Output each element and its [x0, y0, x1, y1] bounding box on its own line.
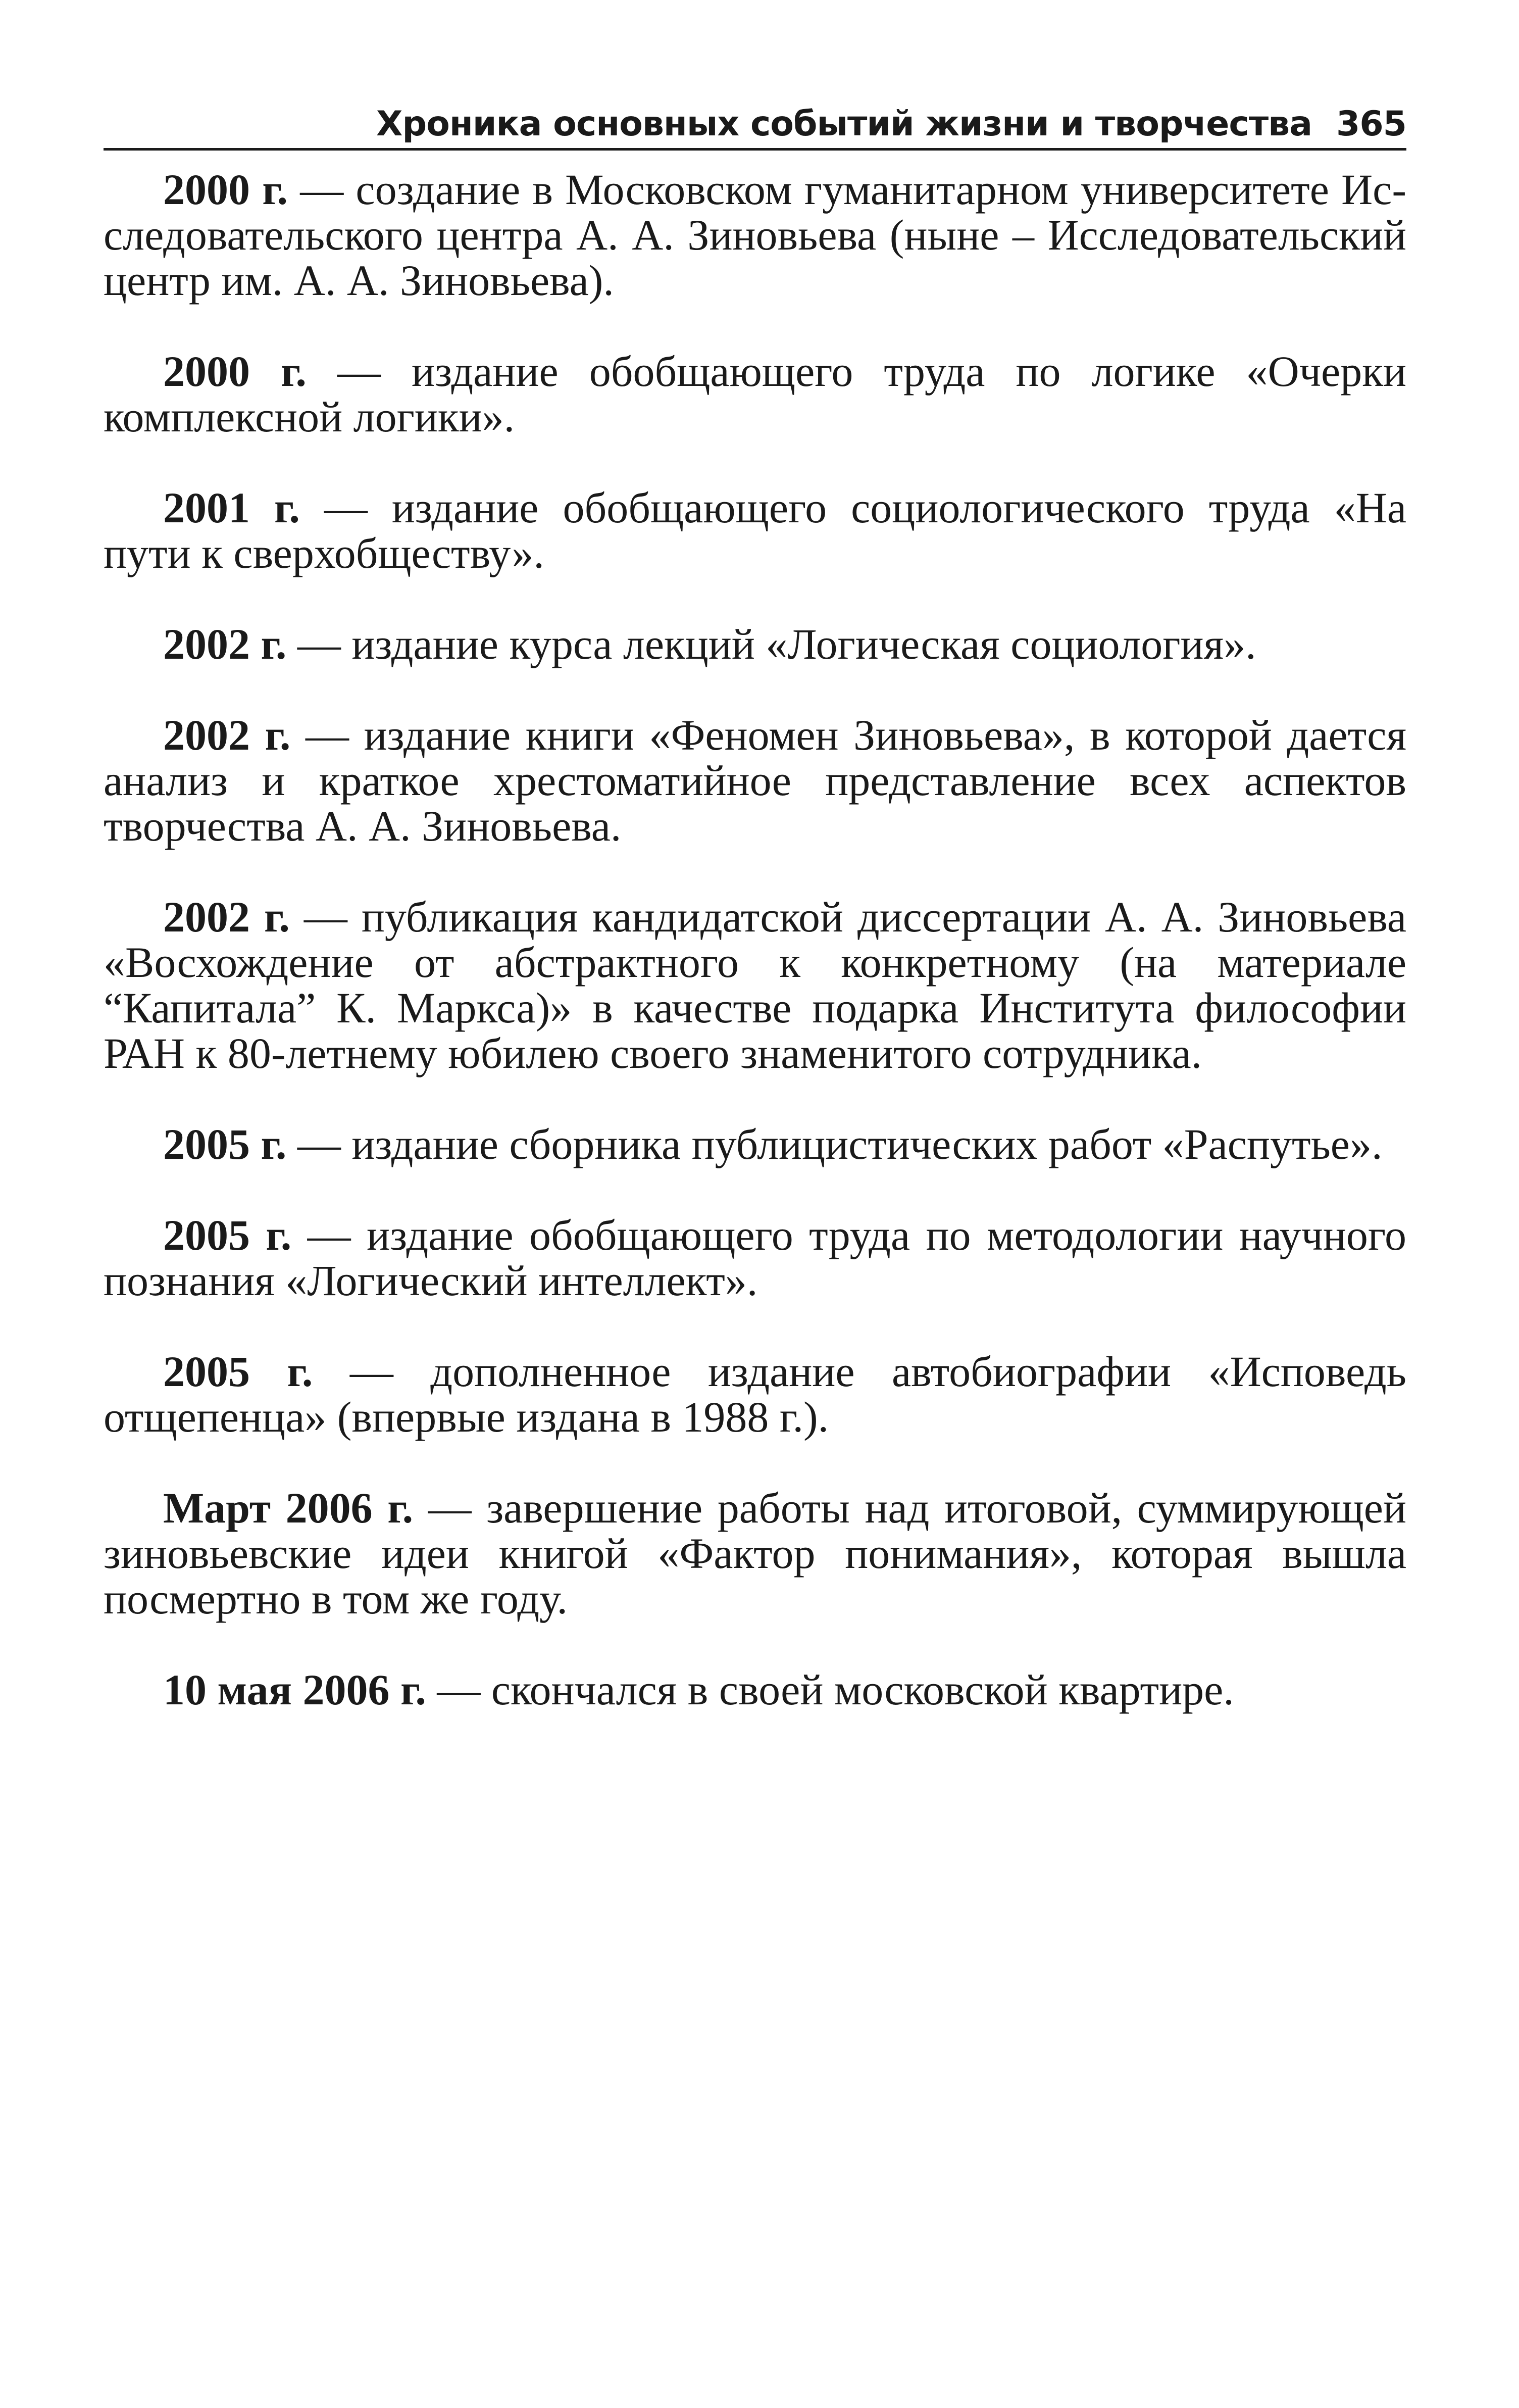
entry-text: — издание курса лекций «Логическая социология». — [286, 620, 1256, 668]
entry-text: — издание сборника публицистических работ «Распутье». — [286, 1120, 1383, 1168]
entry-date: 2002 г. — [163, 620, 287, 668]
entry-date: 2005 г. — [163, 1120, 287, 1168]
chronicle-text — [104, 167, 1406, 1758]
chronicle-entry — [104, 1121, 1406, 1167]
entry-date: 2005 г. — [163, 1347, 313, 1396]
entry-text: — завершение работы над итоговой, суммирующей зиновьевские идеи книгой «Фактор понимания», которая вышла посмертно в том же году. — [104, 1484, 1406, 1623]
running-header-title: Хроника основных событий жизни и творчества — [376, 104, 1312, 144]
entry-text: — дополненное издание автобиографии «Исповедь отщепенца» (впервые издана в 1988 г.). — [104, 1347, 1406, 1441]
chronicle-entry — [104, 1667, 1406, 1712]
entry-text: — скончался в своей московской квартире. — [426, 1665, 1234, 1714]
entry-text: — издание обобщающего труда по логике «Очерки комплексной логики». — [104, 347, 1406, 441]
entry-date: 2000 г. — [163, 347, 307, 396]
entry-date: 2002 г. — [163, 711, 291, 759]
header-rule — [104, 148, 1406, 151]
running-header — [104, 88, 1406, 144]
entry-date: 10 мая 2006 г. — [163, 1665, 426, 1714]
chronicle-entry — [104, 621, 1406, 667]
entry-text: — издание обобщающего труда по методологии научного познания «Логический интеллект». — [104, 1211, 1407, 1305]
entry-date: 2000 г. — [163, 165, 288, 214]
entry-date: Март 2006 г. — [163, 1484, 414, 1532]
entry-date: 2005 г. — [163, 1211, 292, 1259]
chronicle-entry — [104, 1212, 1406, 1303]
page-number: 365 — [1336, 104, 1406, 144]
entry-date: 2002 г. — [163, 893, 290, 941]
chronicle-entry — [104, 167, 1406, 303]
entry-text: — создание в Московском гуманитарном университете Исследовательского центра А. А. Зиновьева (ныне – Исследовательский центр им. А. А. Зиновьева). — [104, 165, 1406, 305]
entry-text: — публикация кандидатской диссертации А. А. Зиновьева «Восхождение от абстрактного к конкретному (на материале “Капитала” К. Маркса)» в качестве подарка Института философии РАН к 80-летнему юбилею своего знаменитого сотрудника. — [104, 893, 1406, 1077]
entry-date: 2001 г. — [163, 483, 300, 532]
chronicle-entry — [104, 1485, 1406, 1621]
chronicle-entry — [104, 894, 1406, 1076]
entry-text: — издание книги «Феномен Зиновьева», в которой дается анализ и краткое хрестоматийное представление всех аспектов творчества А. А. Зиновьева. — [104, 711, 1406, 850]
chronicle-entry — [104, 712, 1406, 849]
entry-text: — издание обобщающего социологического труда «На пути к сверхобществу». — [104, 483, 1406, 577]
chronicle-entry — [104, 349, 1406, 439]
chronicle-entry — [104, 485, 1406, 576]
chronicle-entry — [104, 1349, 1406, 1440]
